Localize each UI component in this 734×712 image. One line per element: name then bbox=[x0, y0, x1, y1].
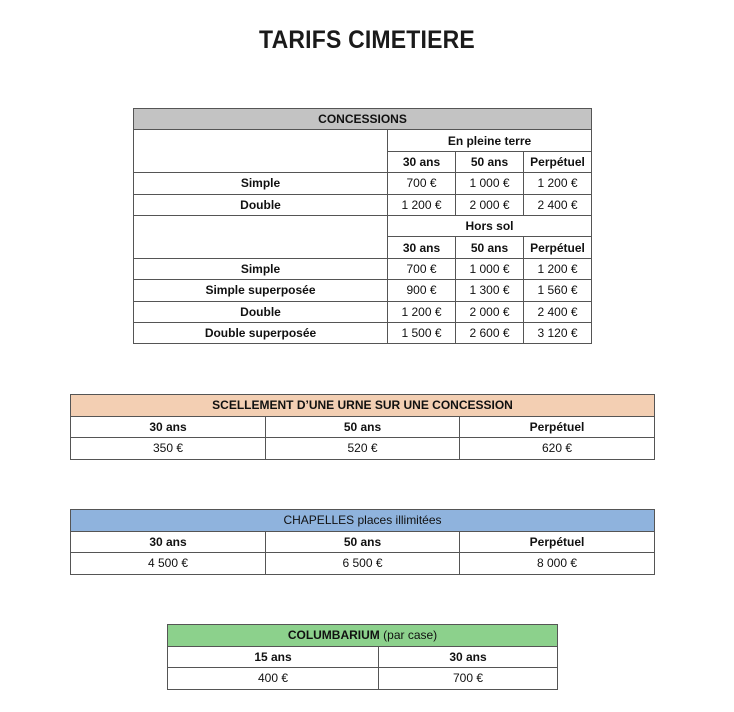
column-header: 50 ans bbox=[266, 531, 460, 553]
price-cell: 700 € bbox=[388, 258, 456, 279]
price-cell: 1 200 € bbox=[388, 301, 456, 322]
page-title: TARIFS CIMETIERE bbox=[259, 26, 475, 54]
column-header: 15 ans bbox=[168, 646, 379, 668]
table-row bbox=[71, 553, 655, 575]
price-cell: 8 000 € bbox=[460, 553, 655, 575]
columbarium-table bbox=[167, 624, 558, 690]
chapelles-table bbox=[70, 509, 655, 575]
column-header: 30 ans bbox=[388, 237, 456, 258]
table-row bbox=[134, 280, 592, 301]
table-row bbox=[71, 416, 655, 438]
price-cell: 350 € bbox=[71, 438, 266, 460]
price-cell: 700 € bbox=[379, 668, 558, 690]
table-row bbox=[134, 194, 592, 215]
column-header: 50 ans bbox=[456, 237, 524, 258]
price-cell: 1 500 € bbox=[388, 322, 456, 343]
price-cell: 6 500 € bbox=[266, 553, 460, 575]
price-cell: 2 400 € bbox=[524, 194, 592, 215]
price-cell: 1 000 € bbox=[456, 173, 524, 194]
hors-sol-header: Hors sol bbox=[388, 215, 592, 236]
column-header: 30 ans bbox=[71, 416, 266, 438]
price-cell: 1 560 € bbox=[524, 280, 592, 301]
column-header: Perpétuel bbox=[460, 416, 655, 438]
table-row bbox=[134, 258, 592, 279]
price-cell: 2 400 € bbox=[524, 301, 592, 322]
column-header: Perpétuel bbox=[524, 237, 592, 258]
column-header: 50 ans bbox=[456, 151, 524, 172]
price-cell: 900 € bbox=[388, 280, 456, 301]
chapelles-title: CHAPELLES places illimitées bbox=[71, 510, 655, 532]
columbarium-title-text: COLUMBARIUM bbox=[287, 628, 380, 643]
row-label: Simple bbox=[134, 173, 388, 194]
row-label: Double bbox=[134, 194, 388, 215]
price-cell: 1 200 € bbox=[524, 173, 592, 194]
concessions-title: CONCESSIONS bbox=[134, 109, 592, 130]
column-header: 30 ans bbox=[388, 151, 456, 172]
table-row bbox=[134, 301, 592, 322]
price-cell: 2 000 € bbox=[456, 194, 524, 215]
price-cell: 400 € bbox=[168, 668, 379, 690]
column-header: 50 ans bbox=[266, 416, 460, 438]
price-cell: 520 € bbox=[266, 438, 460, 460]
column-header: 30 ans bbox=[71, 531, 266, 553]
chapelles-title-row bbox=[71, 510, 655, 532]
columbarium-title-row bbox=[168, 625, 558, 647]
row-label: Double bbox=[134, 301, 388, 322]
price-cell: 2 000 € bbox=[456, 301, 524, 322]
concessions-table bbox=[133, 108, 592, 344]
row-label: Simple superposée bbox=[134, 280, 388, 301]
row-label: Simple bbox=[134, 258, 388, 279]
price-cell: 620 € bbox=[460, 438, 655, 460]
column-header: 30 ans bbox=[379, 646, 558, 668]
columbarium-title bbox=[168, 625, 558, 647]
empty-cell bbox=[134, 215, 388, 258]
price-cell: 1 300 € bbox=[456, 280, 524, 301]
table-row bbox=[134, 215, 592, 236]
price-cell: 700 € bbox=[388, 173, 456, 194]
table-row bbox=[168, 668, 558, 690]
price-cell: 2 600 € bbox=[456, 322, 524, 343]
empty-cell bbox=[134, 130, 388, 173]
table-row bbox=[134, 322, 592, 343]
scellement-table bbox=[70, 394, 655, 460]
columbarium-title-suffix: (par case) bbox=[383, 628, 438, 643]
table-row bbox=[71, 438, 655, 460]
table-row bbox=[71, 531, 655, 553]
scellement-title: SCELLEMENT D’UNE URNE SUR UNE CONCESSION bbox=[71, 395, 655, 417]
price-cell: 1 200 € bbox=[388, 194, 456, 215]
scellement-title-row bbox=[71, 395, 655, 417]
concessions-title-row bbox=[134, 109, 592, 130]
table-row bbox=[134, 130, 592, 151]
table-row bbox=[134, 173, 592, 194]
column-header: Perpétuel bbox=[524, 151, 592, 172]
row-label: Double superposée bbox=[134, 322, 388, 343]
price-cell: 1 000 € bbox=[456, 258, 524, 279]
pleine-terre-header: En pleine terre bbox=[388, 130, 592, 151]
table-row bbox=[168, 646, 558, 668]
price-cell: 4 500 € bbox=[71, 553, 266, 575]
price-cell: 1 200 € bbox=[524, 258, 592, 279]
price-cell: 3 120 € bbox=[524, 322, 592, 343]
column-header: Perpétuel bbox=[460, 531, 655, 553]
